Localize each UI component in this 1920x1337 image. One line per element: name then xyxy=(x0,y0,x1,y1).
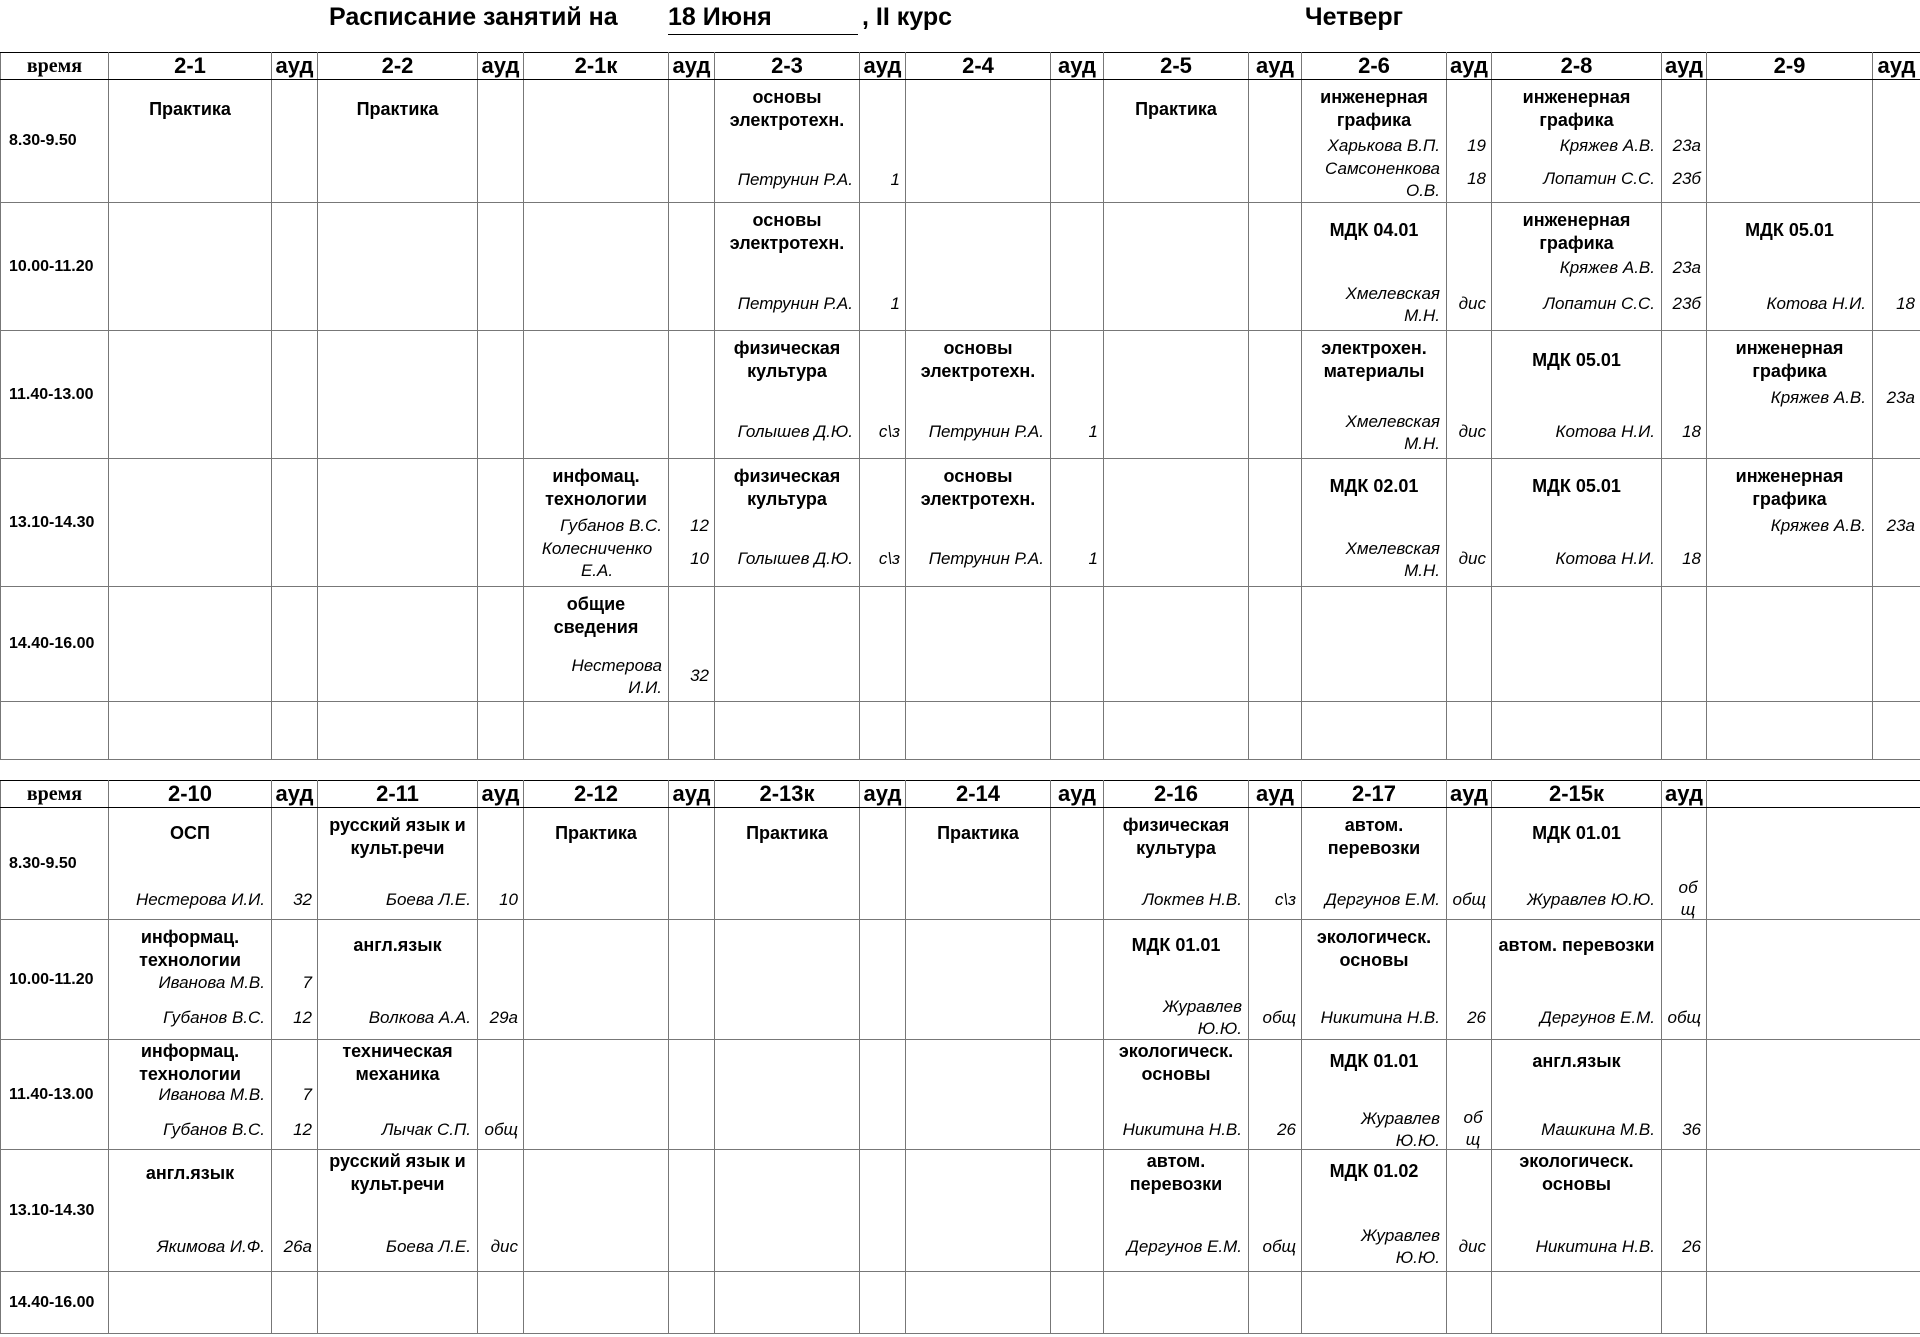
column-header xyxy=(1707,781,1920,808)
subject-name: ОСП xyxy=(170,823,210,843)
lesson-cell xyxy=(524,587,669,702)
room-cell xyxy=(1249,920,1302,1040)
teacher-name: Никитина Н.В. xyxy=(1320,1008,1440,1027)
subject-name: автом. перевозки xyxy=(1327,815,1421,858)
room-cell xyxy=(1447,331,1492,459)
lesson-cell xyxy=(1707,203,1873,331)
room-number: 32 xyxy=(293,890,312,909)
column-header: ауд xyxy=(1662,781,1707,808)
room-cell xyxy=(669,587,715,702)
room-cell xyxy=(1447,1040,1492,1150)
table-row xyxy=(1,587,1920,702)
subject-name: информац. технологии xyxy=(139,1041,241,1084)
teacher-name: Боева Л.Е. xyxy=(385,890,471,909)
table-row xyxy=(1,1040,1920,1150)
subject-name: русский язык и культ.речи xyxy=(329,1151,466,1194)
lesson-cell xyxy=(1104,1040,1249,1150)
teacher-name: Петрунин Р.А. xyxy=(737,170,853,189)
room-cell xyxy=(272,1150,318,1272)
room-number: 23а xyxy=(1886,388,1915,407)
lesson-cell xyxy=(524,808,669,920)
teacher-name: Котова Н.И. xyxy=(1555,422,1655,441)
lesson-cell xyxy=(318,80,478,203)
room-number: общ xyxy=(1262,1008,1296,1027)
room-cell xyxy=(1662,1150,1707,1272)
teacher-name: Журавлев Ю.Ю. xyxy=(1527,890,1655,909)
room-number: 36 xyxy=(1682,1120,1701,1139)
page-title: Расписание занятий на xyxy=(329,3,618,31)
column-header: ауд xyxy=(669,781,715,808)
room-number: дис xyxy=(1458,294,1486,313)
room-cell xyxy=(272,1040,318,1150)
teacher-name: Журавлев Ю.Ю. xyxy=(1162,997,1242,1038)
teacher-name: Колесниченко Е.А. xyxy=(541,539,653,580)
time-slot: 8.30-9.50 xyxy=(1,808,109,920)
room-number: 26 xyxy=(1682,1237,1701,1256)
table-row xyxy=(1,920,1920,1040)
room-cell xyxy=(1249,1150,1302,1272)
column-header: ауд xyxy=(1249,53,1302,80)
room-cell xyxy=(1051,331,1104,459)
teacher-name: Кряжев А.В. xyxy=(1559,136,1655,155)
column-header: 2-11 xyxy=(318,781,478,808)
subject-name: Практика xyxy=(149,99,231,119)
subject-name: электрохен. материалы xyxy=(1321,338,1427,381)
lesson-cell xyxy=(1104,80,1249,203)
room-number: 12 xyxy=(690,516,709,535)
room-number: 18 xyxy=(1682,422,1701,441)
table-row xyxy=(1,203,1920,331)
subject-name: Практика xyxy=(356,99,439,119)
time-slot: 11.40-13.00 xyxy=(1,1040,109,1150)
room-cell xyxy=(1051,459,1104,587)
subject-name: инженерная графика xyxy=(1320,87,1428,130)
time-slot: 13.10-14.30 xyxy=(1,1150,109,1272)
room-number: 10 xyxy=(499,890,518,909)
column-header: 2-12 xyxy=(524,781,669,808)
room-cell xyxy=(478,1150,524,1272)
room-number: 7 xyxy=(302,973,312,992)
teacher-name: Голышев Д.Ю. xyxy=(737,422,853,441)
room-number: 19 xyxy=(1467,136,1486,155)
room-cell xyxy=(1662,80,1707,203)
lesson-cell xyxy=(318,1040,478,1150)
room-number: с\з xyxy=(878,422,900,441)
room-cell xyxy=(1873,203,1920,331)
subject-name: МДК 01.01 xyxy=(1532,823,1621,843)
column-header: 2-8 xyxy=(1492,53,1662,80)
lesson-cell xyxy=(906,459,1051,587)
lesson-cell xyxy=(715,80,860,203)
teacher-name: Котова Н.И. xyxy=(1555,549,1655,568)
room-number: 12 xyxy=(293,1120,312,1139)
time-slot: 14.40-16.00 xyxy=(1,587,109,702)
column-header: ауд xyxy=(1447,53,1492,80)
lesson-cell xyxy=(1302,808,1447,920)
room-cell xyxy=(1249,1040,1302,1150)
course-label: , II курс xyxy=(862,3,952,31)
lesson-cell xyxy=(1492,808,1662,920)
room-number: дис xyxy=(1458,549,1486,568)
column-header: ауд xyxy=(860,781,906,808)
subject-name: инфомац. технологии xyxy=(545,466,647,509)
room-cell xyxy=(1447,1150,1492,1272)
column-header: 2-6 xyxy=(1302,53,1447,80)
column-header: 2-13к xyxy=(715,781,860,808)
teacher-name: Петрунин Р.А. xyxy=(737,294,853,313)
lesson-cell xyxy=(109,920,272,1040)
room-number: 1 xyxy=(890,170,900,189)
subject-name: техническая механика xyxy=(342,1041,453,1084)
column-header: 2-10 xyxy=(109,781,272,808)
subject-name: англ.язык xyxy=(145,1163,235,1183)
teacher-name: Лычак С.П. xyxy=(381,1120,471,1139)
column-header: 2-1 xyxy=(109,53,272,80)
lesson-cell xyxy=(1302,80,1447,203)
table-row xyxy=(1,459,1920,587)
column-header: 2-4 xyxy=(906,53,1051,80)
schedule-table-1 xyxy=(0,52,1920,760)
teacher-name: Машкина М.В. xyxy=(1541,1120,1655,1139)
teacher-name: Лопатин С.С. xyxy=(1543,294,1655,313)
lesson-cell xyxy=(715,331,860,459)
teacher-name: Волкова А.А. xyxy=(368,1008,471,1027)
room-cell xyxy=(1447,203,1492,331)
teacher-name: Нестерова И.И. xyxy=(135,890,265,909)
room-number: 12 xyxy=(293,1008,312,1027)
column-header: ауд xyxy=(478,53,524,80)
table-row xyxy=(1,80,1920,203)
room-number: 1 xyxy=(890,294,900,313)
subject-name: МДК 05.01 xyxy=(1745,220,1834,240)
lesson-cell xyxy=(1302,203,1447,331)
room-number: 23а xyxy=(1672,258,1701,277)
time-slot: 14.40-16.00 xyxy=(1,1272,109,1334)
subject-name: инженерная графика xyxy=(1522,210,1631,253)
room-number: с\з xyxy=(878,549,900,568)
lesson-cell xyxy=(1492,203,1662,331)
room-number: об щ xyxy=(1463,1108,1483,1149)
subject-name: русский язык и культ.речи xyxy=(329,815,466,858)
room-cell xyxy=(478,920,524,1040)
teacher-name: Петрунин Р.А. xyxy=(928,549,1044,568)
room-number: 7 xyxy=(302,1085,312,1104)
column-header: 2-16 xyxy=(1104,781,1249,808)
room-number: дис xyxy=(1458,1237,1486,1256)
subject-name: автом. перевозки xyxy=(1498,935,1655,955)
subject-name: Практика xyxy=(937,823,1019,843)
subject-name: физическая культура xyxy=(733,338,841,381)
teacher-name: Губанов В.С. xyxy=(560,516,662,535)
subject-name: МДК 01.01 xyxy=(1329,1051,1419,1071)
room-cell xyxy=(272,920,318,1040)
room-cell xyxy=(669,459,715,587)
lesson-cell xyxy=(1302,920,1447,1040)
subject-name: англ.язык xyxy=(353,935,442,955)
room-number: 1 xyxy=(1088,549,1098,568)
column-header: ауд xyxy=(478,781,524,808)
column-header: 2-15к xyxy=(1492,781,1662,808)
room-number: 23б xyxy=(1672,294,1701,313)
teacher-name: Харькова В.П. xyxy=(1327,136,1440,155)
subject-name: инженерная графика xyxy=(1522,87,1631,130)
room-cell xyxy=(1662,808,1707,920)
lesson-cell xyxy=(109,808,272,920)
teacher-name: Петрунин Р.А. xyxy=(928,422,1044,441)
time-slot: 10.00-11.20 xyxy=(1,203,109,331)
lesson-cell xyxy=(1492,459,1662,587)
schedule-table-2 xyxy=(0,780,1920,1334)
teacher-name: Кряжев А.В. xyxy=(1770,516,1866,535)
room-number: 26а xyxy=(283,1237,312,1256)
column-header: ауд xyxy=(272,53,318,80)
column-header: время xyxy=(1,781,109,808)
lesson-cell xyxy=(1492,331,1662,459)
column-header: ауд xyxy=(1873,53,1920,80)
room-cell xyxy=(1662,203,1707,331)
room-number: дис xyxy=(490,1237,518,1256)
column-header: 2-14 xyxy=(906,781,1051,808)
lesson-cell xyxy=(1302,1150,1447,1272)
room-cell xyxy=(1447,80,1492,203)
table-header-row xyxy=(1,53,1920,80)
room-cell xyxy=(860,80,906,203)
column-header: ауд xyxy=(272,781,318,808)
room-cell xyxy=(1662,331,1707,459)
subject-name: общие сведения xyxy=(553,594,639,637)
room-cell xyxy=(1873,331,1920,459)
lesson-cell xyxy=(1302,331,1447,459)
teacher-name: Дергунов Е.М. xyxy=(1324,890,1440,909)
lesson-cell xyxy=(109,80,272,203)
subject-name: МДК 05.01 xyxy=(1532,350,1621,370)
subject-name: экологическ. основы xyxy=(1519,1151,1634,1194)
lesson-cell xyxy=(1104,808,1249,920)
subject-name: основы электротехн. xyxy=(920,466,1036,509)
room-cell xyxy=(860,331,906,459)
lesson-cell xyxy=(318,808,478,920)
lesson-cell xyxy=(715,808,860,920)
subject-name: экологическ. основы xyxy=(1118,1041,1234,1084)
teacher-name: Котова Н.И. xyxy=(1766,294,1866,313)
room-number: 23а xyxy=(1672,136,1701,155)
teacher-name: Хмелевская М.Н. xyxy=(1345,284,1440,325)
room-number: общ xyxy=(1452,890,1486,909)
room-cell xyxy=(860,459,906,587)
teacher-name: Самсоненкова О.В. xyxy=(1325,159,1440,200)
time-slot: 13.10-14.30 xyxy=(1,459,109,587)
column-header: 2-1к xyxy=(524,53,669,80)
teacher-name: Боева Л.Е. xyxy=(385,1237,471,1256)
teacher-name: Хмелевская М.Н. xyxy=(1345,539,1440,580)
teacher-name: Лопатин С.С. xyxy=(1543,169,1655,188)
column-header: ауд xyxy=(1662,53,1707,80)
teacher-name: Якимова И.Ф. xyxy=(157,1237,265,1256)
room-number: общ xyxy=(1667,1008,1701,1027)
teacher-name: Иванова М.В. xyxy=(158,973,265,992)
room-cell xyxy=(1662,1040,1707,1150)
room-cell xyxy=(1447,920,1492,1040)
lesson-cell xyxy=(1104,1150,1249,1272)
table-row xyxy=(1,331,1920,459)
room-cell xyxy=(1249,808,1302,920)
table-header-row xyxy=(1,781,1920,808)
lesson-cell xyxy=(1707,331,1873,459)
room-cell xyxy=(1447,808,1492,920)
teacher-name: Нестерова И.И. xyxy=(571,656,662,697)
lesson-cell xyxy=(109,1040,272,1150)
subject-name: основы электротехн. xyxy=(729,210,845,253)
teacher-name: Дергунов Е.М. xyxy=(1126,1237,1242,1256)
subject-name: основы электротехн. xyxy=(920,338,1036,381)
room-number: общ xyxy=(484,1120,518,1139)
subject-name: физическая культура xyxy=(1122,815,1230,858)
page-header xyxy=(0,0,1920,48)
room-number: 23а xyxy=(1886,516,1915,535)
subject-name: экологическ. основы xyxy=(1316,927,1432,970)
subject-name: Практика xyxy=(555,823,637,843)
column-header: ауд xyxy=(1249,781,1302,808)
time-slot: 8.30-9.50 xyxy=(1,80,109,203)
column-header: 2-17 xyxy=(1302,781,1447,808)
room-cell xyxy=(272,808,318,920)
subject-name: МДК 01.01 xyxy=(1131,935,1221,955)
column-header: ауд xyxy=(1051,781,1104,808)
room-number: 1 xyxy=(1088,422,1098,441)
teacher-name: Никитина Н.В. xyxy=(1122,1120,1242,1139)
room-number: общ xyxy=(1262,1237,1296,1256)
teacher-name: Локтев Н.В. xyxy=(1142,890,1242,909)
column-header: ауд xyxy=(860,53,906,80)
room-cell xyxy=(860,203,906,331)
teacher-name: Голышев Д.Ю. xyxy=(737,549,853,568)
column-header: 2-9 xyxy=(1707,53,1873,80)
room-number: 26 xyxy=(1277,1120,1296,1139)
subject-name: МДК 05.01 xyxy=(1532,476,1621,496)
room-number: 10 xyxy=(690,549,709,568)
subject-name: МДК 02.01 xyxy=(1329,476,1419,496)
lesson-cell xyxy=(109,1150,272,1272)
room-cell xyxy=(478,808,524,920)
column-header: ауд xyxy=(1051,53,1104,80)
weekday-label: Четверг xyxy=(1305,3,1404,31)
lesson-cell xyxy=(1302,1040,1447,1150)
teacher-name: Губанов В.С. xyxy=(163,1120,265,1139)
subject-name: информац. технологии xyxy=(139,927,241,970)
subject-name: англ.язык xyxy=(1532,1051,1621,1071)
schedule-date: 18 Июня xyxy=(668,0,858,35)
column-header: ауд xyxy=(669,53,715,80)
lesson-cell xyxy=(1302,459,1447,587)
teacher-name: Кряжев А.В. xyxy=(1559,258,1655,277)
subject-name: МДК 01.02 xyxy=(1329,1161,1419,1181)
table-row xyxy=(1,1150,1920,1272)
column-header: ауд xyxy=(1447,781,1492,808)
lesson-cell xyxy=(1492,1040,1662,1150)
lesson-cell xyxy=(1492,80,1662,203)
subject-name: автом. перевозки xyxy=(1129,1151,1223,1194)
teacher-name: Журавлев Ю.Ю. xyxy=(1360,1226,1440,1267)
lesson-cell xyxy=(715,459,860,587)
teacher-name: Дергунов Е.М. xyxy=(1539,1008,1655,1027)
lesson-cell xyxy=(1492,1150,1662,1272)
column-header: 2-2 xyxy=(318,53,478,80)
lesson-cell xyxy=(1104,920,1249,1040)
time-slot: 11.40-13.00 xyxy=(1,331,109,459)
column-header: 2-3 xyxy=(715,53,860,80)
subject-name: Практика xyxy=(746,823,828,843)
time-slot xyxy=(1,702,109,760)
teacher-name: Иванова М.В. xyxy=(158,1085,265,1104)
room-cell xyxy=(478,1040,524,1150)
teacher-name: Журавлев Ю.Ю. xyxy=(1360,1109,1440,1150)
teacher-name: Кряжев А.В. xyxy=(1770,388,1866,407)
room-number: 18 xyxy=(1467,169,1486,188)
room-cell xyxy=(1447,459,1492,587)
room-number: 29а xyxy=(489,1008,518,1027)
room-number: 32 xyxy=(690,666,709,685)
teacher-name: Никитина Н.В. xyxy=(1535,1237,1655,1256)
teacher-name: Губанов В.С. xyxy=(163,1008,265,1027)
room-number: 18 xyxy=(1896,294,1915,313)
lesson-cell xyxy=(524,459,669,587)
time-slot: 10.00-11.20 xyxy=(1,920,109,1040)
subject-name: инженерная графика xyxy=(1735,466,1844,509)
subject-name: физическая культура xyxy=(733,466,841,509)
subject-name: инженерная графика xyxy=(1735,338,1844,381)
column-header: 2-5 xyxy=(1104,53,1249,80)
subject-name: МДК 04.01 xyxy=(1329,220,1419,240)
lesson-cell xyxy=(318,920,478,1040)
table-row xyxy=(1,808,1920,920)
lesson-cell xyxy=(906,331,1051,459)
lesson-cell xyxy=(318,1150,478,1272)
room-cell xyxy=(1873,459,1920,587)
room-number: 23б xyxy=(1672,169,1701,188)
lesson-cell xyxy=(906,808,1051,920)
teacher-name: Хмелевская М.Н. xyxy=(1345,412,1440,453)
room-number: 26 xyxy=(1467,1008,1486,1027)
room-cell xyxy=(1662,920,1707,1040)
lesson-cell xyxy=(1707,459,1873,587)
room-number: дис xyxy=(1458,422,1486,441)
table-row xyxy=(1,702,1920,760)
room-number: 18 xyxy=(1682,549,1701,568)
lesson-cell xyxy=(715,203,860,331)
subject-name: основы электротехн. xyxy=(729,87,845,130)
column-header: время xyxy=(1,53,109,80)
room-number: с\з xyxy=(1274,890,1296,909)
room-cell xyxy=(1662,459,1707,587)
room-number: об щ xyxy=(1678,878,1698,919)
subject-name: Практика xyxy=(1135,99,1217,119)
table-row xyxy=(1,1272,1920,1334)
lesson-cell xyxy=(1492,920,1662,1040)
